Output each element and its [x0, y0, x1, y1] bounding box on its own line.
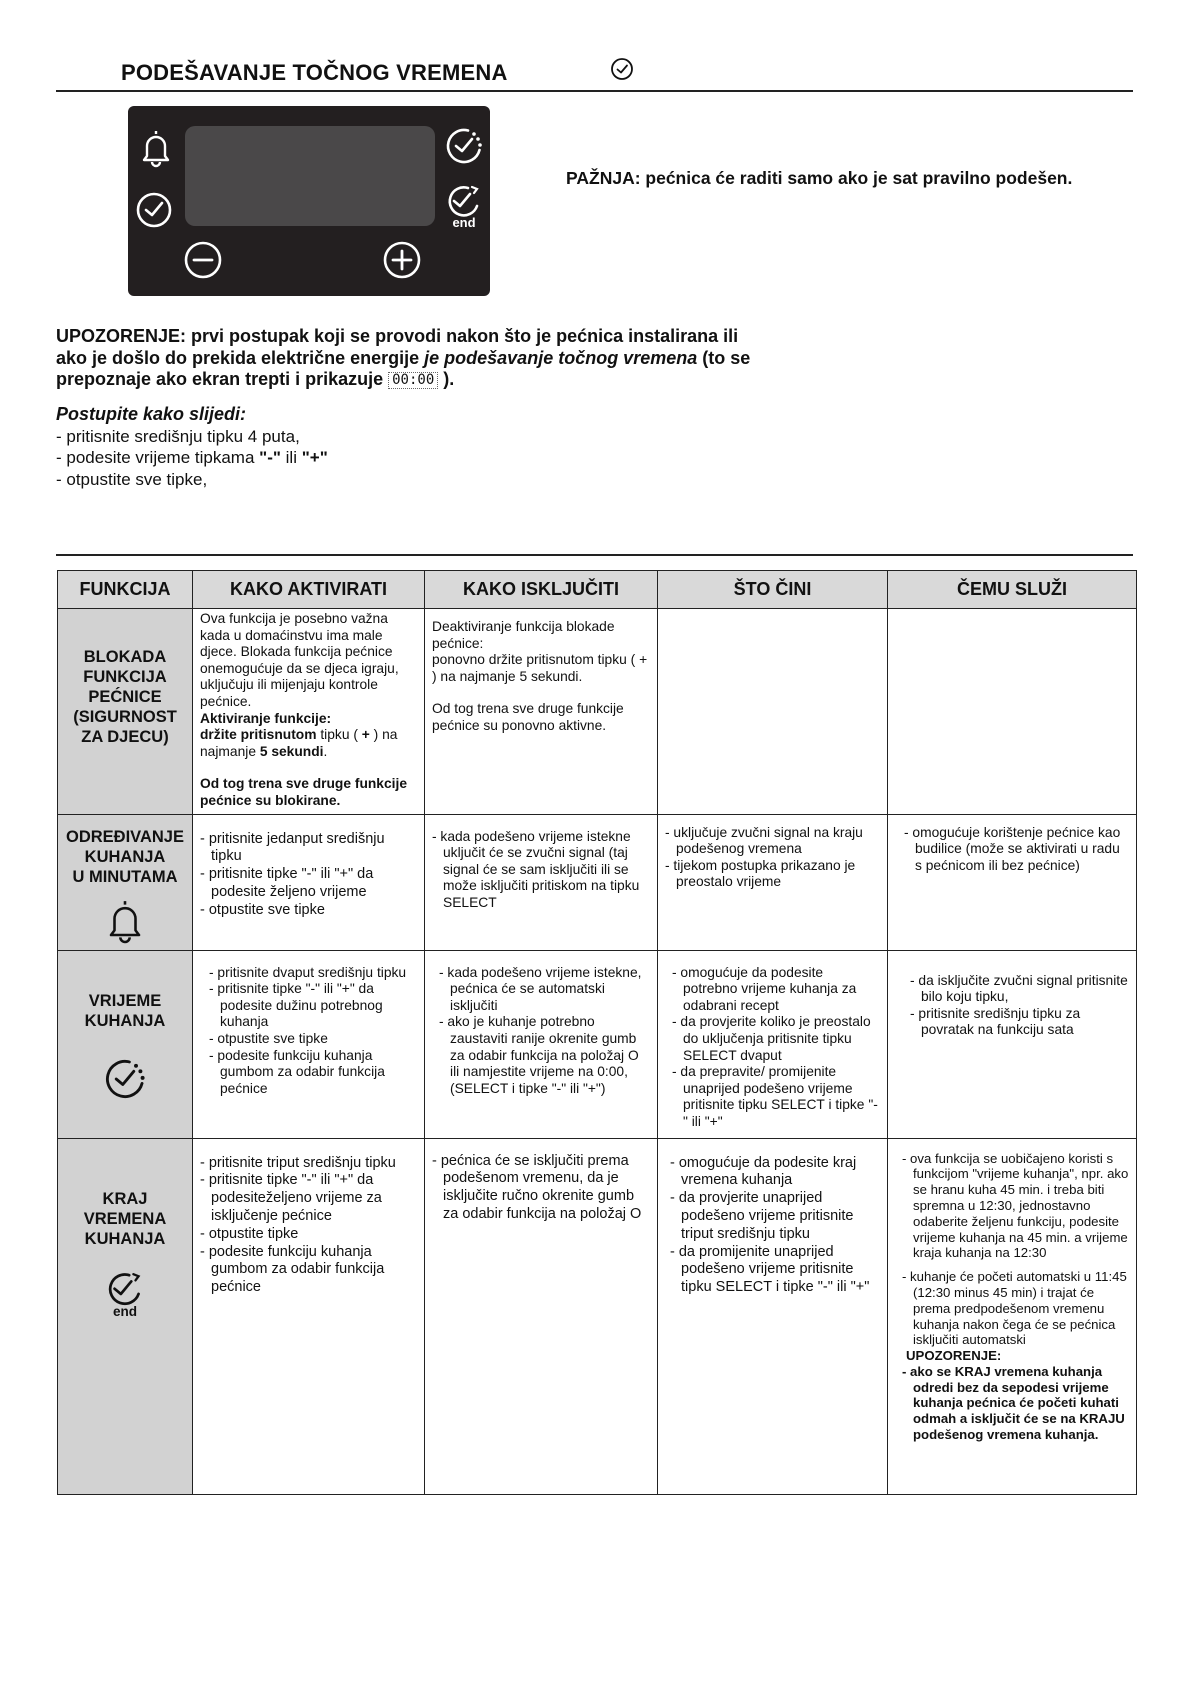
does-cell: - uključuje zvučni signal na kraju podešenog vremena - tijekom postupka prikazano je preostalo vrijeme: [658, 814, 888, 950]
activate-cell: - pritisnite dvaput središnju tipku - pritisnite tipke "-" ili "+" da podesite dužinu potrebnog kuhanja - otpustite sve tipke - podesite funkciju kuhanja gumbom za odabir funkcija pećnice: [193, 950, 425, 1138]
deactivate-cell: Deaktiviranje funkcija blokade pećnice: ponovno držite pritisnutom tipku ( + ) na najmanje 5 sekundi. Od tog trena sve druge funkcije pećnice su ponovno aktivne.: [425, 609, 658, 815]
purpose-cell: - da isključite zvučni signal pritisnite bilo koju tipku, - pritisnite središnju tipku za povratak na funkciju sata: [888, 950, 1137, 1138]
plus-icon: [382, 240, 422, 280]
divider: [56, 554, 1133, 556]
display-screen: [185, 126, 435, 226]
minus-icon: [183, 240, 223, 280]
does-cell: - omogućuje da podesite potrebno vrijeme kuhanja za odabrani recept - da provjerite koliko je preostalo do uključenja pritisnite tipku SELECT dvaput - da prepravite/ promijenite unaprijed podešeno vrijeme pritisnite tipku SELECT i tipke "-" ili "+": [658, 950, 888, 1138]
function-cell: KRAJ VREMENA KUHANJA end: [58, 1138, 193, 1494]
step: - pritisnite središnju tipku 4 puta,: [56, 426, 300, 446]
functions-table: [57, 570, 1137, 1495]
clock-check-icon: [610, 57, 634, 81]
purpose-cell: - omogućuje korištenje pećnice kao budilice (može se aktivirati u radu s pećnicom ili bez pećnice): [888, 814, 1137, 950]
control-panel-illustration: [128, 106, 490, 296]
warning-paragraph: UPOZORENJE: prvi postupak koji se provodi nakon što je pećnica instalirana ili ako je došlo do prekida električne energije je podešavanje točnog vremena (to se prepoznaje ako ekran trepti i prikazuje 00:00 ).: [56, 326, 751, 389]
column-header: ŠTO ČINI: [658, 571, 888, 609]
table-header-row: [58, 571, 1137, 609]
cook-time-icon: [103, 1057, 147, 1101]
procedure-steps: [56, 404, 328, 490]
function-cell: VRIJEME KUHANJA: [58, 950, 193, 1138]
bell-icon: [138, 128, 174, 168]
does-cell: - omogućuje da podesite kraj vremena kuhanja - da provjerite unaprijed podešeno vrijeme pritisnite triput središnju tipku - da promijenite unaprijed podešeno vrijeme pritisnite tipku SELECT i tipke "-" ili "+": [658, 1138, 888, 1494]
deactivate-cell: - kada podešeno vrijeme istekne, pećnica će se automatski isključiti - ako je kuhanje potrebno zaustaviti ranije okrenite gumb za odabir funkcija na položaj O ili namjestite vrijeme na 0:00, (SELECT i tipke "-" ili "+"): [425, 950, 658, 1138]
column-header: ČEMU SLUŽI: [888, 571, 1137, 609]
column-header: KAKO AKTIVIRATI: [193, 571, 425, 609]
purpose-cell: [888, 609, 1137, 815]
activate-cell: Ova funkcija je posebno važna kada u domaćinstvu ima male djece. Blokada funkcija pećnice onemogućuje da se djeca igraju, uključuju ili mijenjaju kontrole pećnice. Aktiviranje funkcije: držite pritisnutom tipku ( + ) na najmanje 5 sekundi. Od tog trena sve druge funkcije pećnice su blokirane.: [193, 609, 425, 815]
table-row: [58, 814, 1137, 950]
column-header: KAKO ISKLJUČITI: [425, 571, 658, 609]
activate-cell: - pritisnite triput središnju tipku - pritisnite tipke "-" ili "+" da podesiteželjeno vrijeme za isključenje pećnice - otpustite tipke - podesite funkciju kuhanja gumbom za odabir funkcija pećnice: [193, 1138, 425, 1494]
deactivate-cell: - pećnica će se isključiti prema podešenom vremenu, da je isključite ručno okrenite gumb za odabir funkcija na položaj O: [425, 1138, 658, 1494]
procedure-heading: Postupite kako slijedi:: [56, 404, 247, 424]
attention-note: PAŽNJA: pećnica će raditi samo ako je sat pravilno podešen.: [566, 168, 1073, 188]
deactivate-cell: - kada podešeno vrijeme istekne uključit će se zvučni signal (taj signal će se sam isključiti ili se može isključiti pritiskom na tipku SELECT: [425, 814, 658, 950]
table-row: [58, 950, 1137, 1138]
bell-icon: [104, 897, 146, 945]
svg-text:end: end: [452, 215, 476, 230]
blinking-display: 00:00: [388, 372, 438, 389]
page-title: PODEŠAVANJE TOČNOG VREMENA: [121, 60, 508, 85]
step: - podesite vrijeme tipkama "-" ili "+": [56, 448, 328, 467]
end-cook-time-icon: [104, 1271, 146, 1319]
function-cell: BLOKADA FUNKCIJA PEĆNICE (SIGURNOST ZA DJECU): [58, 609, 193, 815]
function-cell: ODREĐIVANJE KUHANJA U MINUTAMA: [58, 814, 193, 950]
table-row: [58, 609, 1137, 815]
svg-text:end: end: [112, 1303, 138, 1319]
table-row: [58, 1138, 1137, 1494]
clock-check-icon: [134, 190, 174, 230]
purpose-cell: - ova funkcija se uobičajeno koristi s funkcijom "vrijeme kuhanja", npr. ako se hranu kuha 45 min. i treba biti spremna u 12:30, jednostavno odaberite željenu funkciju, podesite vrijeme kuhanja na 45 min. a vrijeme kraja kuhanja na 12:30 - kuhanje će početi automatski u 11:45 (12:30 minus 45 min) i trajat će prema predpodešenom vremenu kuhanja nakon čega će se pećnica isključiti automatski UPOZORENJE: - ako se KRAJ vremena kuhanja odredi bez da sepodesi vrijeme kuhanja pećnica će početi kuhati odmah a isključit će se na KRAJU podešenog vremena kuhanja.: [888, 1138, 1137, 1494]
activate-cell: - pritisnite jedanput središnju tipku - pritisnite tipke "-" ili "+" da podesite željeno vrijeme - otpustite sve tipke: [193, 814, 425, 950]
end-cook-time-icon: [444, 184, 484, 230]
divider: [56, 90, 1133, 92]
cook-time-icon: [444, 126, 484, 166]
column-header: FUNKCIJA: [58, 571, 193, 609]
step: - otpustite sve tipke,: [56, 469, 208, 489]
does-cell: [658, 609, 888, 815]
